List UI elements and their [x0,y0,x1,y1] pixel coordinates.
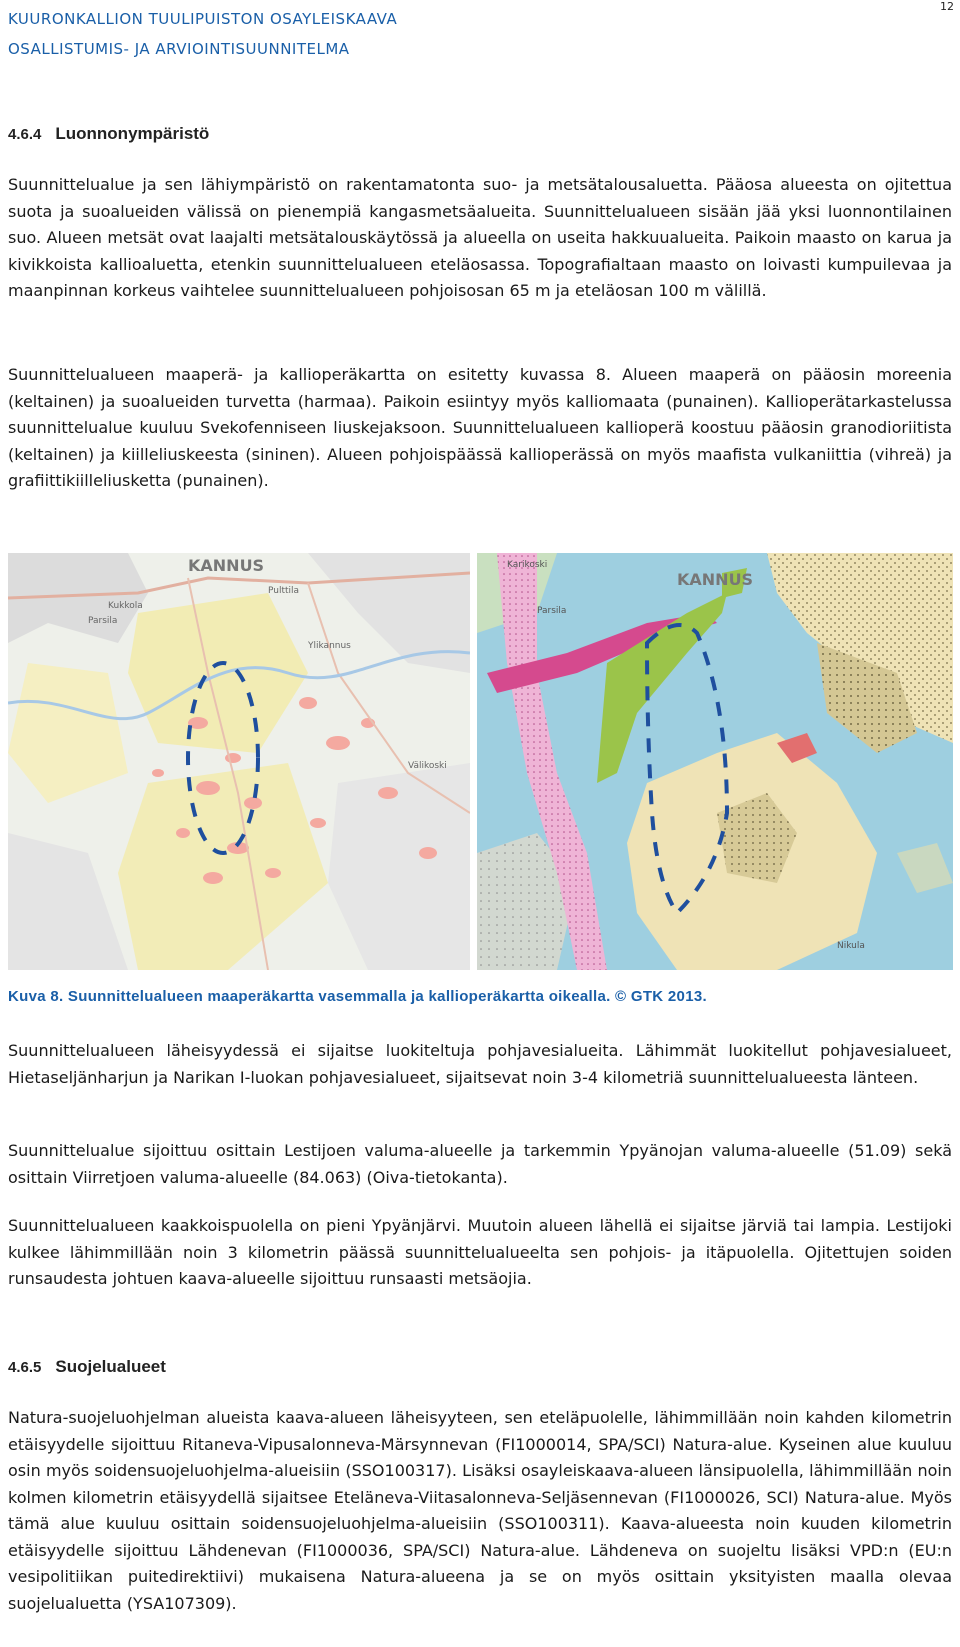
bedrock-map [477,553,953,970]
bedrock-map-label-karikoski: Karikoski [507,560,548,570]
document-subtitle: OSALLISTUMIS- JA ARVIOINTISUUNNITELMA [8,40,350,58]
soil-map-label-valikoski: Välikoski [408,761,447,771]
paragraph-pohjavesi: Suunnittelualueen läheisyydessä ei sijaitse luokiteltuja pohjavesialueita. Lähimmät luokitellut pohjavesialueet, Hietaseljänharjun ja Narikan I-luokan pohjavesialueet, sijaitsevat noin 3-4 kilometriä suunnittelualueesta länteen. [8,1041,952,1087]
section-number: 4.6.4 [8,126,42,143]
bedrock-map-label-parsila: Parsila [537,606,567,616]
section-heading-luonnonymparisto [8,124,209,144]
paragraph-jarvet: Suunnittelualueen kaakkoispuolella on pieni Ypyänjärvi. Muutoin alueen lähellä ei sijaitse järviä tai lampia. Lestijoki kulkee lähimmillään noin 3 kilometrin päässä suunnittelualueelta sen pohjois- ja itäpuolella. Ojitettujen soiden runsaudesta johtuen kaava-alueelle sijoittuu runsaasti metsäojia. [8,1216,952,1288]
paragraph-suojelualueet: Natura-suojeluohjelman alueista kaava-alueen läheisyyteen, sen eteläpuolelle, lähimmillään noin kahden kilometrin etäisyydelle sijoittuu Ritaneva-Vipusalonneva-Märsynnevan (FI1000014, SPA/SCI) Natura-alue. Kyseinen alue kuuluu osin myös soidensuojeluohjelma-alueisiin (SSO100317). Lisäksi osayleiskaava-alueen länsipuolella, lähimmillään noin kolmen kilometrin etäisyydellä sijaitsee Eteläneva-Viitasalonneva-Seljäsennevan (FI1000026, SCI) Natura-alue. Myös tämä alue kuuluu osittain soidensuojeluohjelma-alueisiin (SSO100311). Kaava-alueesta noin kuuden kilometrin etäisyydelle sijoittuu Lähdenevan (FI1000036, SPA/SCI) Natura-alue. Lähdeneva on suojeltu lisäksi VPD:n (EU:n vesipolitiikan puitedirektiivi) mukaisena Natura-alueena ja se on myös osittain yksityisten maalla olevaa suojelualuetta (YSA107309). [8,1408,952,1613]
soil-map-label-kukkola: Kukkola [108,601,143,611]
soil-map-label-parsila: Parsila [88,616,118,626]
page-number: 12 [940,0,954,13]
paragraph-luonnonymparisto-2: Suunnittelualueen maaperä- ja kallioperäkartta on esitetty kuvassa 8. Alueen maaperä on pääosin moreenia (keltainen) ja suoalueiden turvetta (harmaa). Paikoin esiintyy myös kalliomaata (punainen). Kallioperätarkastelussa suunnittelualue kuuluu Svekofenniseen liuskejaksoon. Suunnittelualueen kallioperä koostuu pääosin granodioriitista (keltainen) ja kiilleliuskeesta (sininen). Alueen pohjoispäässä kallioperässä on myös maafista vulkaniittia (vihreä) ja grafiittikiilleliusketta (punainen). [8,365,952,490]
section-number: 4.6.5 [8,1359,42,1376]
soil-map-label-kannus: KANNUS [188,556,265,575]
soil-map [8,553,470,970]
document-title: KUURONKALLION TUULIPUISTON OSAYLEISKAAVA [8,10,398,28]
paragraph-luonnonymparisto-1: Suunnittelualue ja sen lähiympäristö on rakentamatonta suo- ja metsätalousaluetta. Pääosa alueesta on ojitettua suota ja suoalueiden välissä on pienempiä kangasmetsäalueita. Suunnittelualueen sisään jää yksi luonnontilainen suo. Alueen metsät ovat laajalti metsätalouskäytössä ja alueella on useita hakkuualueita. Paikoin maasto on karua ja kivikkoista kallioaluetta, etenkin suunnittelualueen eteläosassa. Topografialtaan maasto on loivasti kumpuilevaa ja maanpinnan korkeus vaihtelee suunnittelualueen pohjoisosan 65 m ja eteläosan 100 m välillä. [8,175,952,300]
soil-map-label-pulttila: Pulttila [268,586,300,596]
bedrock-map-label-nikula: Nikula [837,941,865,951]
section-title: Suojelualueet [55,1357,166,1376]
section-title: Luonnonympäristö [55,124,210,143]
figure-caption: Kuva 8. Suunnittelualueen maaperäkartta vasemmalla ja kallioperäkartta oikealla. © GTK 2013. [8,988,707,1005]
soil-map-label-ylikannus: Ylikannus [308,641,351,651]
paragraph-valuma-alue: Suunnittelualue sijoittuu osittain Lestijoen valuma-alueelle ja tarkemmin Ypyänojan valuma-alueelle (51.09) sekä osittain Viirretjoen valuma-alueelle (84.063) (Oiva-tietokanta). [8,1141,952,1187]
bedrock-map-label-kannus: KANNUS [677,570,754,589]
section-heading-suojelualueet [8,1357,166,1377]
